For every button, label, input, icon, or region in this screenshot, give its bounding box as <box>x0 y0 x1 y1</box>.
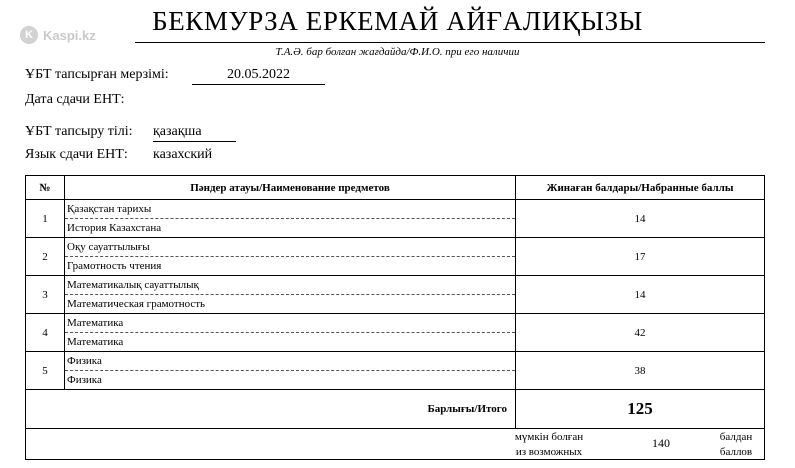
subject-name-kz: Оқу сауаттылығы <box>65 238 515 257</box>
exam-date-value: 20.05.2022 <box>192 67 325 85</box>
name-caption: Т.А.Ә. бар болған жағдайда/Ф.И.О. при его наличии <box>275 46 520 58</box>
exam-date-label-kz: ҰБТ тапсырған мерзімі: <box>25 67 169 82</box>
max-possible-row <box>26 429 765 460</box>
row-score: 14 <box>516 276 765 314</box>
subject-name-ru: Грамотность чтения <box>67 260 162 272</box>
subject-name-kz: Математика <box>65 314 515 333</box>
table-row <box>26 352 765 390</box>
total-label: Барлығы/Итого <box>26 390 516 429</box>
kaspi-logo-icon: K <box>20 26 38 44</box>
table-row <box>26 314 765 352</box>
subject-name-ru: Физика <box>67 374 102 386</box>
row-score: 42 <box>516 314 765 352</box>
row-num: 3 <box>26 276 65 314</box>
table-row <box>26 276 765 314</box>
row-num: 5 <box>26 352 65 390</box>
watermark-text: Kaspi.kz <box>43 27 96 43</box>
exam-date-label-ru: Дата сдачи ЕНТ: <box>25 92 125 107</box>
max-possible-unit <box>711 430 761 460</box>
row-subject <box>65 314 516 352</box>
subject-name-ru: Математическая грамотность <box>67 298 206 310</box>
row-subject <box>65 276 516 314</box>
subject-name-kz: Физика <box>65 352 515 371</box>
subject-name-ru: История Казахстана <box>67 222 162 234</box>
row-subject <box>65 200 516 238</box>
exam-language-label-ru: Язык сдачи ЕНТ: <box>25 147 128 162</box>
row-num: 1 <box>26 200 65 238</box>
max-possible-value: 140 <box>652 436 670 450</box>
row-score: 14 <box>516 200 765 238</box>
table-row <box>26 238 765 276</box>
row-num: 4 <box>26 314 65 352</box>
header-score: Жинаған балдары/Набранные баллы <box>516 176 765 200</box>
row-subject <box>65 352 516 390</box>
row-subject <box>65 238 516 276</box>
student-full-name: БЕКМУРЗА ЕРКЕМАЙ АЙҒАЛИҚЫЗЫ <box>152 6 643 36</box>
max-possible-unit-kz: балдан <box>719 431 753 443</box>
max-possible-label <box>494 430 604 460</box>
row-score: 17 <box>516 238 765 276</box>
row-num: 2 <box>26 238 65 276</box>
max-possible-label-ru: из возможных <box>515 446 583 458</box>
exam-language-value-kz: қазақша <box>153 124 236 142</box>
table-row <box>26 200 765 238</box>
subject-name-kz: Математикалық сауаттылық <box>65 276 515 295</box>
subject-name-kz: Қазақстан тарихы <box>65 200 515 219</box>
subject-name-ru: Математика <box>67 336 124 348</box>
max-possible-cell <box>26 429 765 460</box>
total-row <box>26 390 765 429</box>
exam-language-label-kz: ҰБТ тапсыру тілі: <box>25 124 133 139</box>
total-value: 125 <box>516 390 765 429</box>
max-possible-label-kz: мүмкін болған <box>514 431 584 443</box>
table-header-row <box>26 176 765 200</box>
subjects-table <box>25 175 765 460</box>
header-subject: Пәндер атауы/Наименование предметов <box>65 176 516 200</box>
row-score: 38 <box>516 352 765 390</box>
name-underline <box>135 42 765 43</box>
max-possible-unit-ru: баллов <box>719 446 753 458</box>
exam-language-value-ru: казахский <box>153 147 213 162</box>
header-num: № <box>26 176 65 200</box>
